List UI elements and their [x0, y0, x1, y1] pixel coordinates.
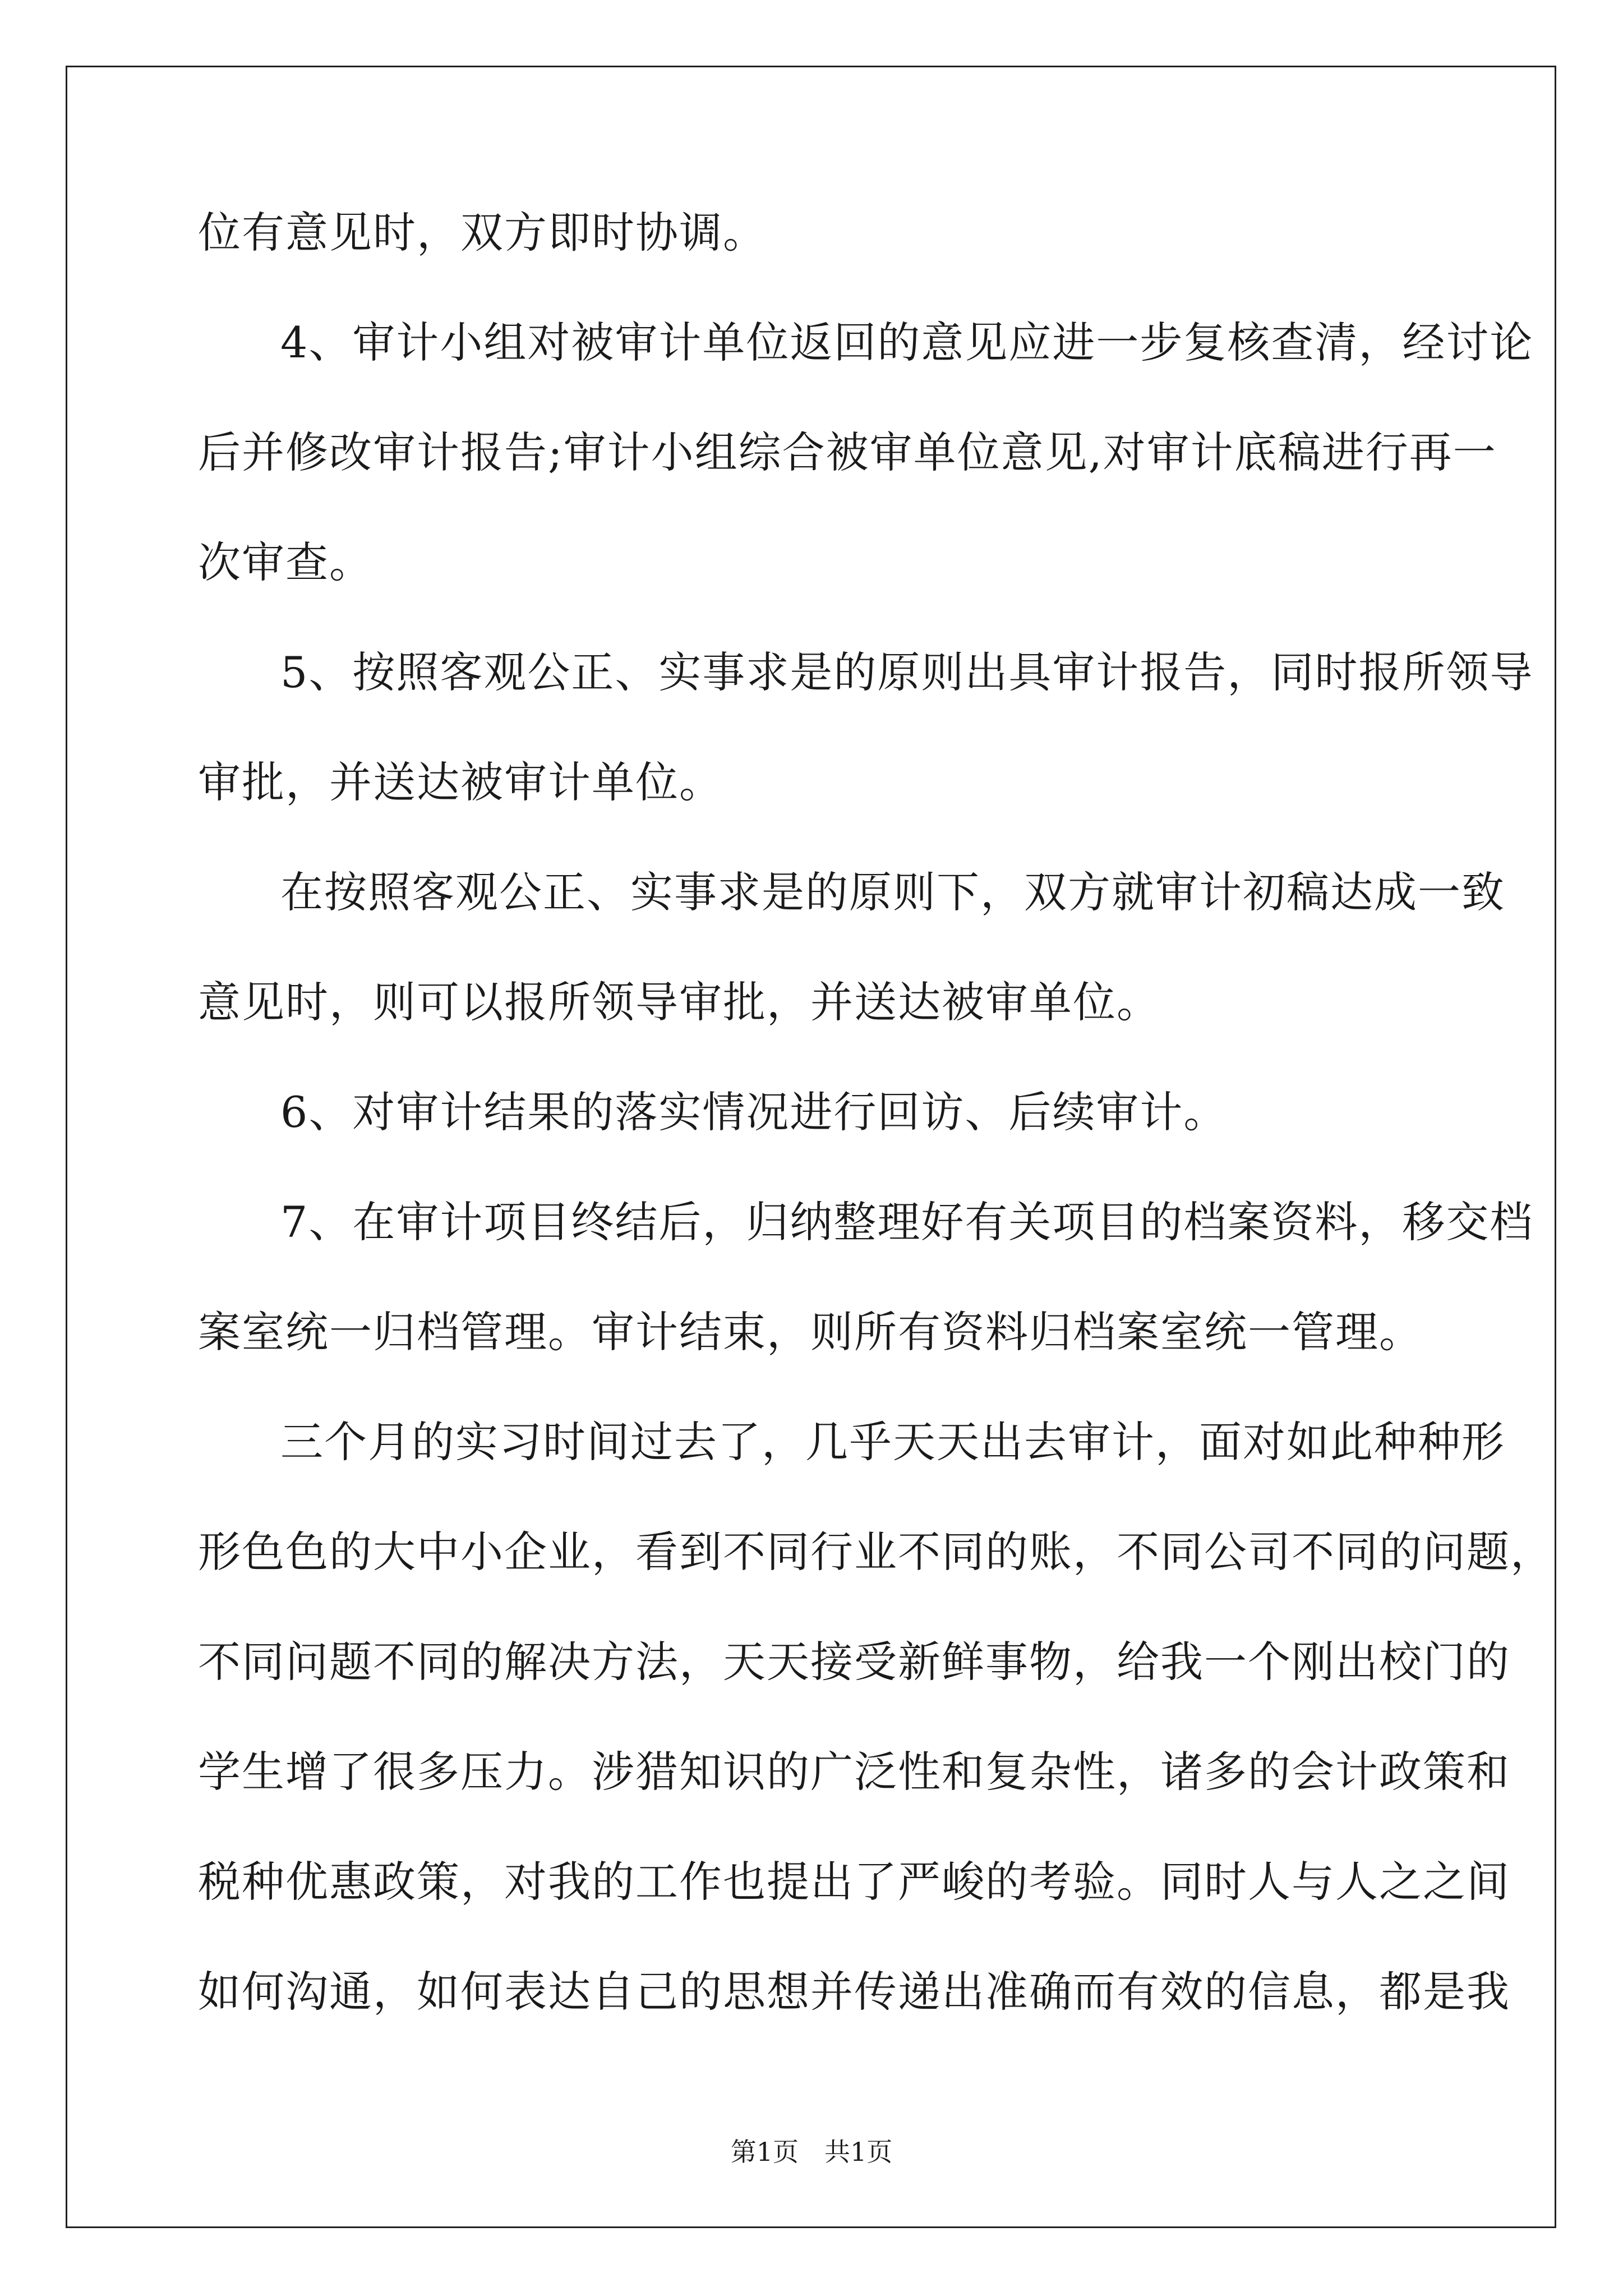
text-line: 次审查。 [198, 537, 373, 587]
text-line: 审批，并送达被审计单位。 [198, 757, 723, 807]
text-line: 意见时，则可以报所领导审批，并送达被审单位。 [198, 977, 1160, 1027]
text-line: 案室统一归档管理。审计结束，则所有资料归档案室统一管理。 [198, 1307, 1423, 1357]
text-line: 不同问题不同的解决方法，天天接受新鲜事物，给我一个刚出校门的 [198, 1637, 1510, 1687]
text-line: 税种优惠政策，对我的工作也提出了严峻的考验。同时人与人之之间 [198, 1857, 1510, 1907]
text-line: 在按照客观公正、实事求是的原则下，双方就审计初稿达成一致 [280, 867, 1505, 917]
text-line: 后并修改审计报告;审计小组综合被审单位意见,对审计底稿进行再一 [198, 427, 1497, 477]
text-line: 位有意见时，双方即时协调。 [198, 208, 767, 257]
text-line: 三个月的实习时间过去了，几乎天天出去审计，面对如此种种形 [280, 1417, 1505, 1467]
text-line: 5、按照客观公正、实事求是的原则出具审计报告，同时报所领导 [280, 647, 1534, 697]
text-line: 学生增了很多压力。涉猎知识的广泛性和复杂性，诸多的会计政策和 [198, 1747, 1510, 1797]
text-line: 如何沟通，如何表达自己的思想并传递出准确而有效的信息，都是我 [198, 1967, 1510, 2017]
text-line: 7、在审计项目终结后，归纳整理好有关项目的档案资料，移交档 [280, 1197, 1534, 1247]
text-line: 4、审计小组对被审计单位返回的意见应进一步复核查清，经讨论 [280, 318, 1534, 367]
document-body [198, 208, 1554, 2077]
page-footer: 第1页 共1页 [730, 2137, 893, 2167]
text-line: 形色色的大中小企业，看到不同行业不同的账，不同公司不同的问题， [198, 1527, 1554, 1577]
text-line: 6、对审计结果的落实情况进行回访、后续审计。 [280, 1087, 1228, 1137]
